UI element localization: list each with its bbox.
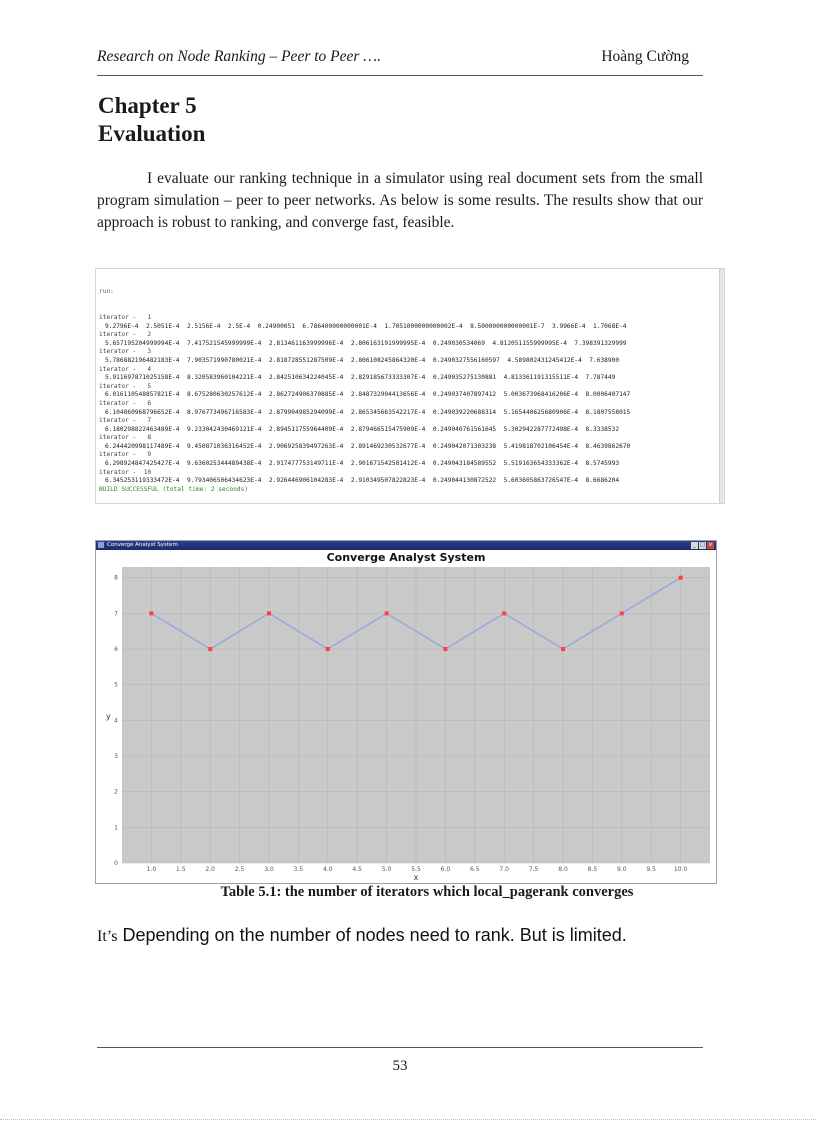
footer-rule: [97, 1047, 703, 1048]
y-tick-label: 7: [114, 610, 118, 618]
data-point: [385, 611, 389, 615]
x-tick-label: 3.0: [264, 866, 274, 873]
converge-line-chart: [96, 541, 716, 883]
maximize-button[interactable]: □: [700, 542, 705, 548]
x-tick-label: 2.5: [234, 866, 245, 873]
console-iterator-values: 6.298924847425427E-4 9.636025344489438E-4 2.917477753149711E-4 2.901671542581412E-4 0.249043184589552 5.519163654333362E-4 8.5745993: [105, 460, 620, 468]
console-iterator-label: iterator - 9: [99, 451, 152, 459]
running-title: Research on Node Ranking – Peer to Peer ….: [97, 48, 381, 65]
console-iterator-label: iterator - 5: [99, 382, 152, 390]
page-edge: [0, 1119, 816, 1120]
x-tick-label: 4.0: [323, 866, 333, 873]
x-tick-label: 7.0: [499, 866, 509, 873]
console-iterator-label: iterator - 1: [99, 313, 152, 321]
y-tick-label: 2: [114, 788, 118, 796]
console-text: [99, 271, 630, 494]
y-tick-label: 1: [114, 824, 118, 832]
data-point: [443, 647, 447, 651]
y-tick-label: 3: [114, 753, 118, 761]
data-point: [326, 647, 330, 651]
chapter-heading: [98, 92, 205, 148]
chart-window: [95, 540, 717, 884]
console-iterator-values: 9.2796E-4 2.5051E-4 2.5156E-4 2.5E-4 0.24900051 6.786400000000001E-4 1.7051000000000002E-4 8.500000000000001E-7 3.9966E-4 1.7068E-4: [105, 322, 627, 330]
y-axis-label: y: [106, 712, 111, 721]
data-point: [149, 611, 153, 615]
console-iterator-label: iterator - 6: [99, 399, 152, 407]
x-axis-label: x: [413, 873, 419, 882]
x-tick-label: 10.0: [673, 866, 688, 873]
console-iterator-values: 6.104860968796652E-4 8.976773496716583E-4 2.879904985294099E-4 2.865345663542217E-4 0.249039220688314 5.165440625680906E-4 8.1807558015: [105, 408, 631, 416]
data-point: [620, 611, 624, 615]
x-tick-label: 6.5: [470, 866, 480, 873]
x-tick-label: 2.0: [205, 866, 215, 873]
x-axis-ticks: [147, 866, 688, 873]
x-tick-label: 8.5: [587, 866, 598, 873]
console-scrollbar[interactable]: [719, 269, 724, 503]
x-tick-label: 9.0: [617, 866, 627, 873]
data-point: [561, 647, 565, 651]
chapter-title: Evaluation: [98, 121, 206, 146]
console-build-status: BUILD SUCCESSFUL (total time: 2 seconds): [99, 485, 249, 493]
close-button[interactable]: ×: [708, 542, 713, 548]
header-rule: [97, 75, 703, 76]
data-point: [267, 611, 271, 615]
x-tick-label: 5.5: [411, 866, 421, 873]
x-tick-label: 5.0: [381, 866, 392, 873]
x-tick-label: 8.0: [558, 866, 568, 873]
chapter-number: Chapter 5: [98, 93, 197, 118]
console-iterator-values: 6.244420998117489E-4 9.450871036316452E-4 2.906925839497263E-4 2.891469230532677E-4 0.249042071303238 5.419818702106454E-4 8.4639862670: [105, 442, 631, 450]
console-iterator-label: iterator - 3: [99, 348, 152, 356]
x-tick-label: 1.5: [176, 866, 186, 873]
console-iterator-values: 6.180298822463489E-4 9.233042430469121E-4 2.894511755964409E-4 2.879466515475909E-4 0.249040761561645 5.302942287772498E-4 8.3338532: [105, 425, 620, 433]
closing-prefix: It’s: [97, 928, 118, 945]
console-output: [95, 268, 725, 504]
closing-sentence: [97, 925, 627, 946]
x-tick-label: 1.0: [146, 866, 157, 873]
console-iterator-label: iterator - 4: [99, 365, 152, 373]
console-iterator-values: 5.911697871025158E-4 8.320583960104221E-4 2.842510634224045E-4 2.829185673333307E-4 0.249035275130881 4.813361191315511E-4 7.787449: [105, 374, 616, 382]
console-run-label: run:: [99, 288, 114, 296]
y-axis-ticks: [114, 575, 118, 867]
y-tick-label: 0: [114, 860, 118, 867]
closing-text: Depending on the number of nodes need to rank. But is limited.: [122, 925, 627, 945]
author-name: Hoàng Cường: [601, 48, 689, 65]
console-iterator-values: 5.657195204999994E-4 7.417521545999999E-4 2.813461163999996E-4 2.806163191999995E-4 0.249030534069 4.812051155999995E-4 7.398391329999: [105, 339, 627, 347]
console-iterator-label: iterator - 7: [99, 417, 152, 425]
data-point: [208, 647, 212, 651]
data-point: [679, 576, 683, 580]
console-iterator-values: 6.016110548857821E-4 8.675280630257612E-4 2.862724906370885E-4 2.848732904413656E-4 0.249037407897412 5.003673968416206E-4 8.0006407147: [105, 391, 631, 399]
running-header: [97, 48, 703, 74]
x-tick-label: 9.5: [646, 866, 656, 873]
data-point: [502, 611, 506, 615]
console-iterator-label: iterator - 10: [99, 468, 152, 476]
console-iterator-values: 6.345253119333472E-4 9.793406506434623E-4 2.926446906104283E-4 2.910349507822823E-4 0.249044130872522 5.603605863726547E-4 8.6686204: [105, 477, 620, 485]
y-tick-label: 6: [114, 646, 118, 654]
minimize-button[interactable]: _: [691, 542, 698, 549]
x-tick-label: 6.0: [440, 866, 451, 873]
chart-title: Converge Analyst System: [326, 551, 486, 564]
y-tick-label: 8: [114, 574, 118, 582]
y-tick-label: 5: [114, 681, 118, 689]
x-tick-label: 7.5: [528, 866, 539, 873]
console-iterator-values: 5.786882196482183E-4 7.903571990780021E-4 2.818728551287509E-4 2.806108245864320E-4 0.2490327556160597 4.589802431245412E-4 7.638900: [105, 356, 620, 364]
x-tick-label: 3.5: [293, 866, 304, 873]
x-tick-label: 4.5: [352, 866, 362, 873]
y-tick-label: 4: [114, 717, 118, 725]
console-iterator-label: iterator - 2: [99, 331, 152, 339]
console-iterator-label: iterator - 8: [99, 434, 152, 442]
window-title: Converge Analyst System: [107, 542, 178, 548]
intro-paragraph: I evaluate our ranking technique in a simulator using real document sets from the small program simulation – peer to peer networks. As below is some results. The results show that our approach is robust to ranking, and converge fast, feasible.: [97, 170, 703, 231]
table-caption: Table 5.1: the number of iterators which local_pagerank converges: [220, 884, 634, 900]
page-number: 53: [392, 1058, 408, 1074]
